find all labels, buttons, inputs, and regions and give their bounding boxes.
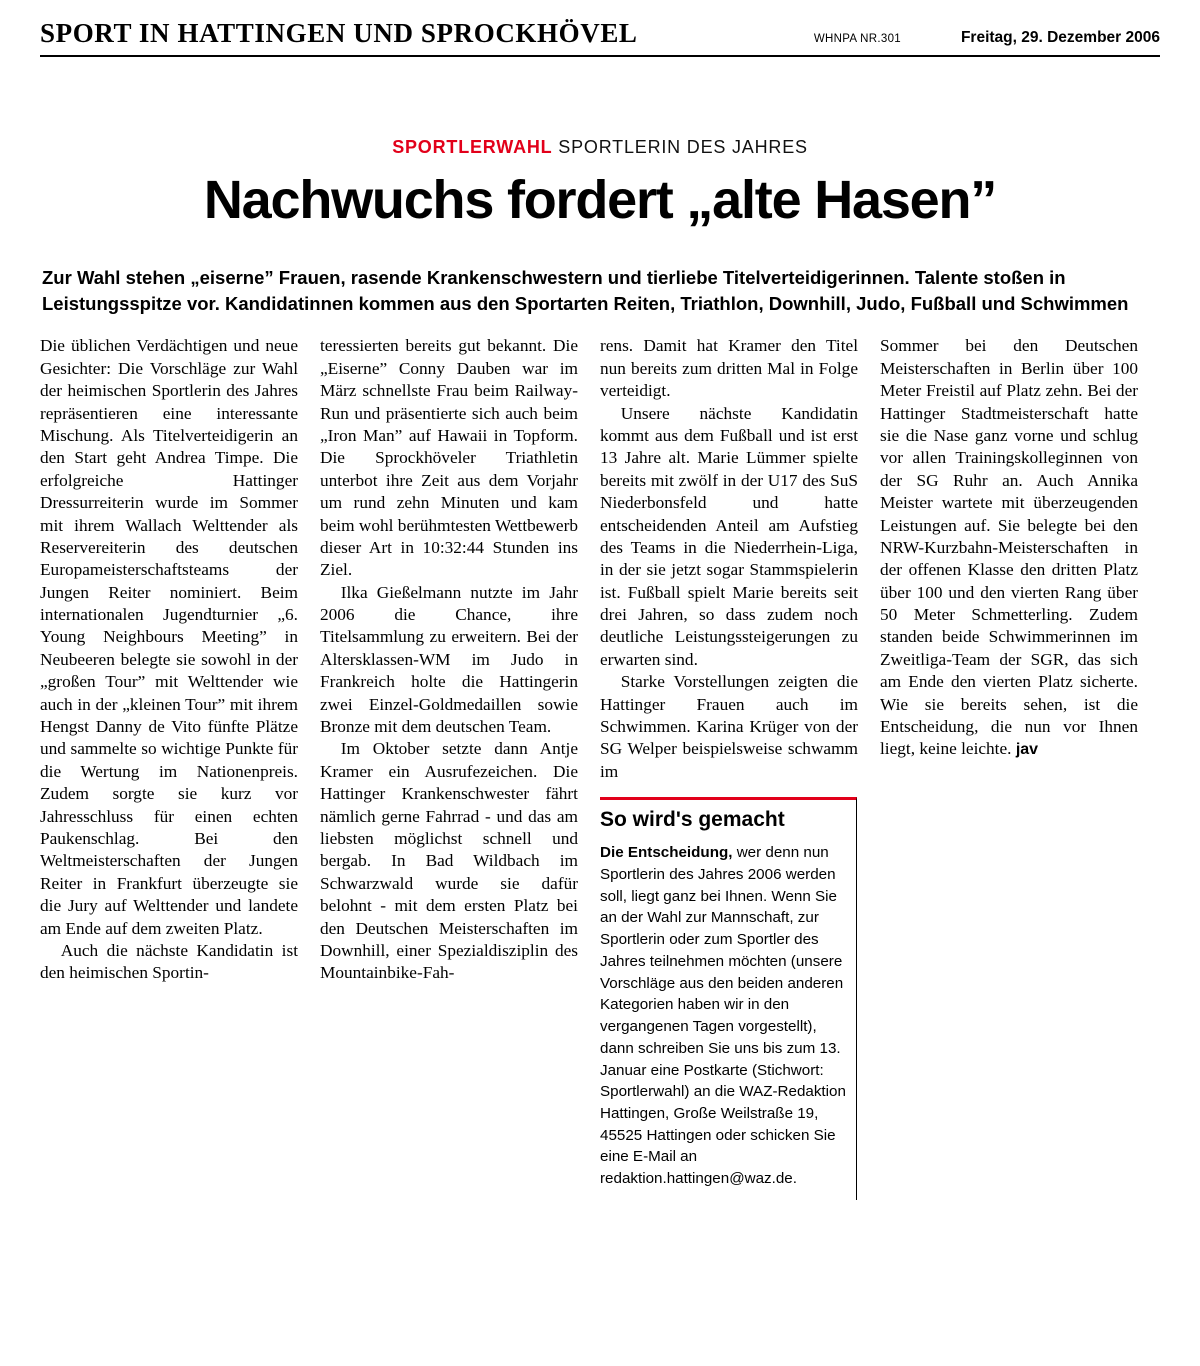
paragraph: Unsere nächste Kandidatin kommt aus dem Fußball und ist erst 13 Jahre alt. Marie Lümmer spielte bereits mit zwölf in der U17 des SuS Niederbonsfeld und hatte entscheidenden Anteil am Aufstieg des Teams in die Niederrhein-Liga, in der sie jetzt sogar Stammspielerin ist. Fußball spielt Marie bereits seit drei Jahren, so dass zudem noch deutliche Leistungssteigerungen zu erwarten sind. [600,403,858,669]
paragraph: Starke Vorstellungen zeigten die Hattinger Frauen auch im Schwimmen. Karina Krüger von der SG Welper beispielsweise schwamm im [600,672,858,781]
masthead-date: Freitag, 29. Dezember 2006 [960,29,1160,46]
paragraph [880,335,1138,761]
kicker-subcategory: SPORTLERIN DES JAHRES [558,137,808,157]
infobox-body [600,842,846,1190]
paragraph: Auch die nächste Kandidatin ist den heimischen Sportin- [40,940,298,983]
masthead-issue-number: WHNPA NR.301 [813,33,901,45]
paragraph: Die üblichen Verdächtigen und neue Gesichter: Die Vorschläge zur Wahl der heimischen Sportlerin des Jahres repräsentieren eine interessante Mischung. Als Titelverteidigerin an den Start geht Andrea Timpe. Die erfolgreiche Hattinger Dressurreiterin wurde im Sommer mit ihrem Wallach Welttender als Reservereiterin des deutschen Europameisterschaftsteams der Jungen Reiter nominiert. Beim internationalen Jugendturnier „6. Young Neighbours Meeting” in Neubeeren belegte sie sowohl in der „großen Tour” mit Welttender wie auch in der „kleinen Tour” mit ihrem Hengst Danny de Vito fünfte Plätze und sammelte so wichtige Punkte für die Wertung im Nationenpreis. Zudem sorgte sie kurz vor Jahresschluss für einen echten Paukenschlag. Bei den Weltmeisterschaften der Jungen Reiter in Frankfurt überzeugte sie die Jury auf Welttender und landete am Ende auf dem zweiten Platz. [40,336,298,938]
paragraph: teressierten bereits gut bekannt. Die „Eiserne” Conny Dauben war im März schnellste Frau beim Railway-Run und präsentierte sich auch beim „Iron Man” auf Hawaii in Topform. Die Sprockhöveler Triathletin unterbot ihre Zeit aus dem Vorjahr um rund zehn Minuten und kam beim wohl berühmtesten Wettbewerb dieser Art in 10:32:44 Stunden ins Ziel. [320,336,578,580]
paragraph: Ilka Gießelmann nutzte im Jahr 2006 die Chance, ihre Titelsammlung zu erweitern. Bei der Altersklassen-WM im Judo in Frankreich holte die Hattingerin zwei Einzel-Goldmedaillen sowie Bronze mit dem deutschen Team. [320,582,578,737]
article-body-columns [40,335,1160,1200]
body-column-1 [40,335,298,984]
body-column-4 [880,335,1138,761]
kicker-category: SPORTLERWAHL [392,137,553,157]
article-byline: jav [1015,741,1039,759]
body-column-2 [320,335,578,984]
paragraph: Im Oktober setzte dann Antje Kramer ein Ausrufezeichen. Die Hattinger Krankenschwester fährt nämlich gerne Fahrrad - und das am liebsten möglichst schnell und bergab. In Bad Wildbach im Schwarzwald wurde sie dafür belohnt - mit dem ersten Platz bei den Deutschen Meisterschaften im Downhill, einer Spezialdisziplin des Mountainbike-Fah- [320,739,578,983]
infobox-title: So wird's gemacht [600,808,785,832]
infobox-lead: Die Entscheidung, [600,844,733,862]
infobox-text: wer denn nun Sportlerin des Jahres 2006 werden soll, liegt ganz bei Ihnen. Wenn Sie an der Wahl zur Mannschaft, zur Sportlerin oder zum Sportler des Jahres teilnehmen möchten (unsere Vorschläge aus den beiden anderen Kategorien haben wir in den vergangenen Tagen vorgestellt), dann schreiben Sie uns bis zum 13. Januar eine Postkarte (Stichwort: Sportlerwahl) an die WAZ-Redaktion Hattingen, Große Weilstraße 19, 45525 Hattingen oder schicken Sie eine E-Mail an redaktion.hattingen@waz.de. [600,844,846,1188]
body-column-3 [600,335,858,1200]
masthead-meta [814,29,1160,47]
article-kicker [40,137,1160,158]
article-headline: Nachwuchs fordert „alte Hasen” [203,170,997,230]
paragraph: rens. Damit hat Kramer den Titel nun bereits zum dritten Mal in Folge verteidigt. [600,336,858,401]
masthead [40,18,1160,57]
infobox [600,797,857,1200]
paragraph-text: Sommer bei den Deutschen Meisterschaften in Berlin über 100 Meter Freistil auf Platz zehn. Bei der Hattinger Stadtmeisterschaft hatte sie die Nase ganz vorne und schlug vor allen Trainingskolleginnen von der SG Ruhr an. Auch Annika Meister wartete mit überzeugenden Leistungen auf. Sie belegte bei den NRW-Kurzbahn-Meisterschaften in der offenen Klasse den dritten Platz über 100 und den vierten Rang über 50 Meter Schmetterling. Zudem standen beide Schwimmerinnen im Zweitliga-Team der SGR, das sich am Ende den vierten Platz sicherte. Wie sie bereits sehen, ist die Entscheidung, die nun vor Ihnen liegt, keine leichte. [880,336,1138,759]
masthead-title: SPORT IN HATTINGEN UND SPROCKHÖVEL [40,18,638,48]
article-standfirst: Zur Wahl stehen „eiserne” Frauen, rasende Krankenschwestern und tierliebe Titelverteidigerinnen. Talente stoßen in Leistungsspitze vor. Kandidatinnen kommen aus den Sportarten Reiten, Triathlon, Downhill, Judo, Fußball und Schwimmen [42,266,1129,315]
